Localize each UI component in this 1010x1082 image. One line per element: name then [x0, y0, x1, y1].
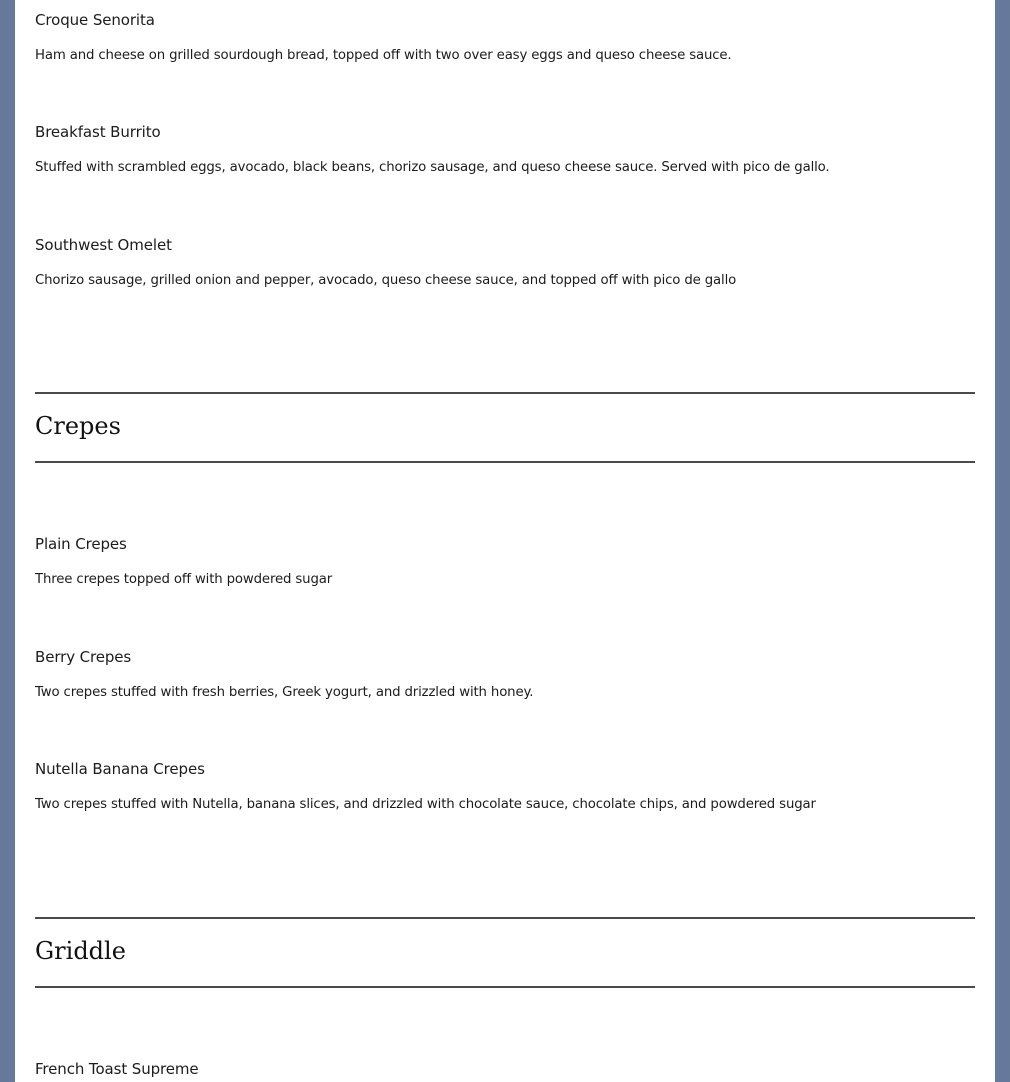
menu-item-description: Three crepes topped off with powdered sugar [35, 572, 333, 587]
menu-item-description: Two crepes stuffed with Nutella, banana slices, and drizzled with chocolate sauce, chocolate chips, and powdered sugar [35, 797, 816, 812]
section-divider-bottom [35, 461, 975, 463]
section-divider-top [35, 392, 975, 394]
menu-item-name: Plain Crepes [35, 535, 127, 553]
menu-item-name: Nutella Banana Crepes [35, 760, 205, 778]
menu-item-name: French Toast Supreme [35, 1060, 199, 1078]
menu-item-description: Ham and cheese on grilled sourdough bread, topped off with two over easy eggs and queso cheese sauce. [35, 48, 732, 63]
section-divider-top [35, 917, 975, 919]
section-divider-bottom [35, 986, 975, 988]
menu-item-name: Breakfast Burrito [35, 123, 161, 141]
menu-item-name: Croque Senorita [35, 11, 155, 29]
menu-panel [15, 0, 995, 1082]
section-title-crepes: Crepes [35, 412, 121, 440]
menu-item-description: Chorizo sausage, grilled onion and pepper, avocado, queso cheese sauce, and topped off with pico de gallo [35, 273, 737, 288]
menu-item-name: Southwest Omelet [35, 236, 172, 254]
menu-item-description: Stuffed with scrambled eggs, avocado, black beans, chorizo sausage, and queso cheese sauce. Served with pico de gallo. [35, 160, 830, 175]
menu-item-description: Two crepes stuffed with fresh berries, Greek yogurt, and drizzled with honey. [35, 685, 534, 700]
section-title-griddle: Griddle [35, 937, 126, 965]
menu-item-name: Berry Crepes [35, 648, 132, 666]
